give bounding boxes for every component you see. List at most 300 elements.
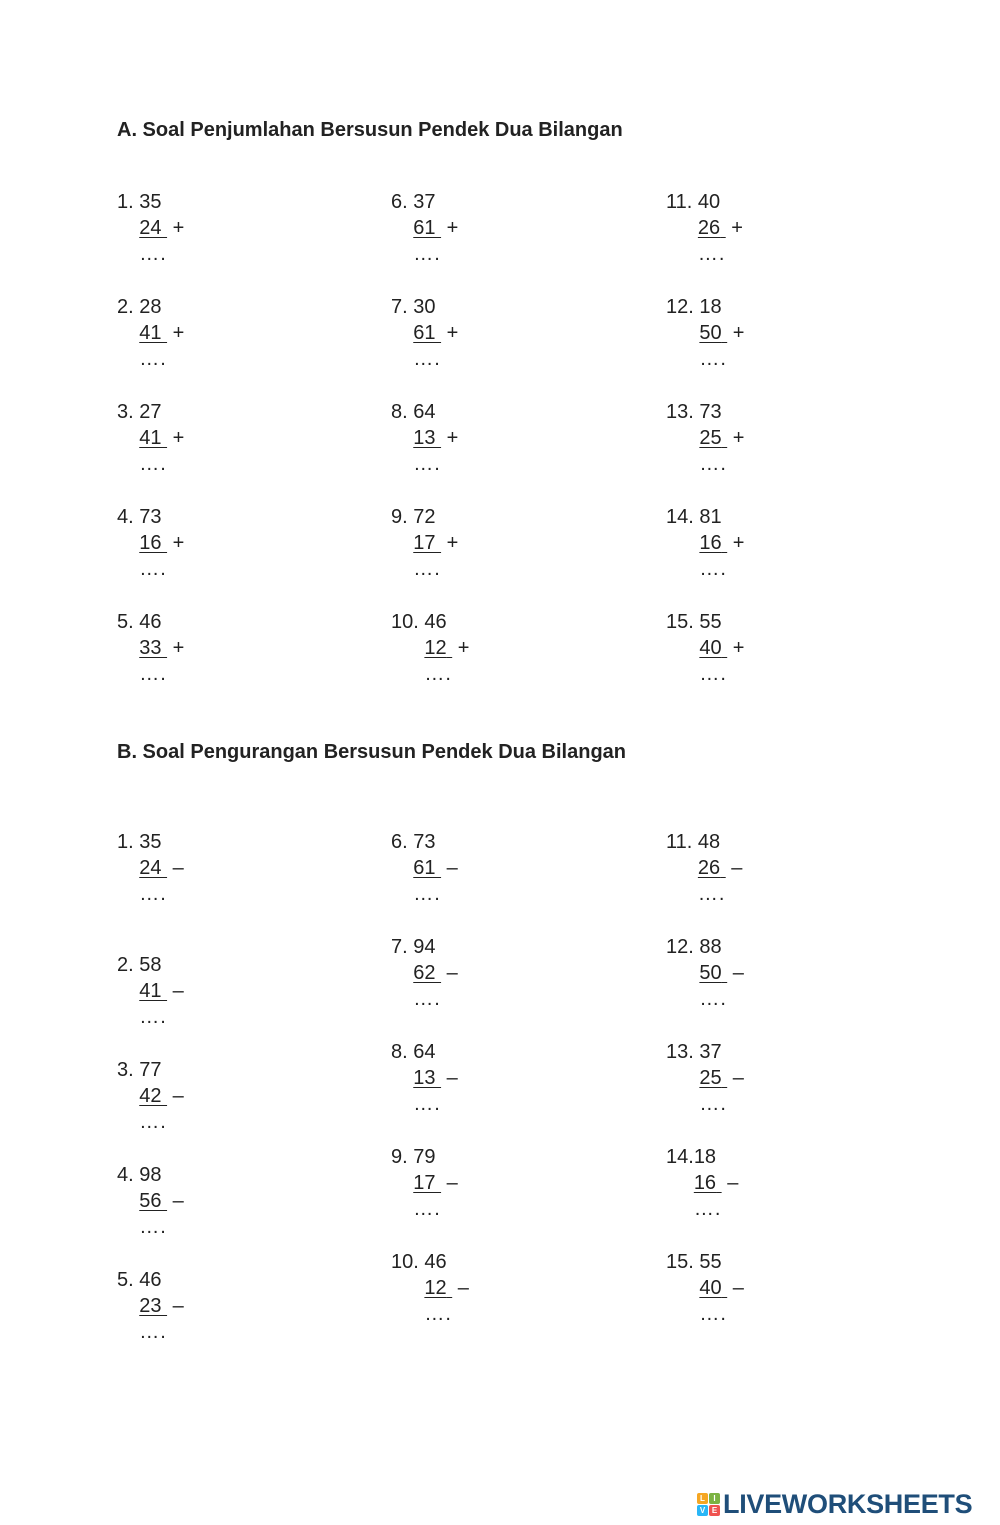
operator-sign: – [172, 1085, 184, 1107]
problem-top-line [117, 189, 184, 215]
subtraction-problem-11 [666, 829, 742, 907]
liveworksheets-logo [697, 1489, 972, 1519]
problem-top-line [666, 294, 744, 320]
answer-blank[interactable]: …. [139, 1111, 167, 1133]
problem-number: 6. [391, 191, 408, 213]
liveworksheets-logo-text: LIVEWORKSHEETS [723, 1488, 973, 1519]
problem-number: 15. [666, 611, 694, 633]
operator-sign: + [446, 427, 459, 449]
addition-problem-8 [391, 399, 458, 477]
answer-blank[interactable]: …. [699, 1303, 727, 1325]
answer-line [391, 346, 458, 372]
answer-blank[interactable]: …. [413, 558, 441, 580]
answer-blank[interactable]: …. [139, 243, 167, 265]
problem-second-line [666, 425, 744, 451]
addition-problem-10 [391, 609, 469, 687]
problem-number: 3. [117, 1059, 134, 1081]
subtraction-problem-4 [117, 1162, 184, 1240]
addition-problem-1 [117, 189, 184, 267]
problem-number: 8. [391, 401, 408, 423]
section-b-title: B. Soal Pengurangan Bersusun Pendek Dua Bilangan [117, 741, 626, 763]
answer-blank[interactable]: …. [139, 348, 167, 370]
operator-sign: + [172, 427, 185, 449]
problem-second-line [391, 320, 458, 346]
second-operand-value: 13 [413, 1067, 436, 1089]
problem-top-line [666, 1039, 744, 1065]
subtraction-problem-15 [666, 1249, 744, 1327]
operator-sign: – [172, 980, 184, 1002]
problem-second-line [666, 1170, 738, 1196]
first-operand: 73 [699, 401, 722, 423]
second-operand [699, 427, 727, 449]
answer-blank[interactable]: …. [699, 558, 727, 580]
operator-sign: + [172, 322, 185, 344]
first-operand: 46 [424, 611, 447, 633]
answer-line [391, 556, 458, 582]
second-operand-value: 13 [413, 427, 436, 449]
problem-top-line [666, 399, 744, 425]
addition-problem-6 [391, 189, 458, 267]
operator-sign: – [732, 962, 744, 984]
problem-number: 7. [391, 296, 408, 318]
answer-blank[interactable]: …. [413, 348, 441, 370]
problem-number: 2. [117, 954, 134, 976]
first-operand: 98 [139, 1164, 162, 1186]
answer-blank[interactable]: …. [697, 883, 726, 905]
subtraction-problem-5 [117, 1267, 184, 1345]
problem-number: 6. [391, 831, 408, 853]
second-operand-value: 17 [413, 532, 436, 554]
second-operand [413, 427, 441, 449]
operator-sign: + [732, 532, 745, 554]
problem-number: 12. [666, 296, 694, 318]
answer-line [666, 451, 744, 477]
answer-line [666, 986, 744, 1012]
problem-number: 13. [666, 401, 694, 423]
answer-blank[interactable]: …. [139, 453, 167, 475]
problem-top-line [117, 1162, 184, 1188]
second-operand [139, 322, 167, 344]
second-operand-value: 56 [139, 1190, 162, 1212]
answer-blank[interactable]: …. [699, 453, 727, 475]
subtraction-problem-2 [117, 952, 184, 1030]
operator-sign: – [446, 1172, 458, 1194]
problem-top-line [391, 294, 458, 320]
second-operand [413, 532, 441, 554]
second-operand [699, 1067, 727, 1089]
operator-sign: – [731, 857, 743, 879]
operator-sign: – [457, 1277, 469, 1299]
answer-blank[interactable]: …. [699, 988, 727, 1010]
first-operand: 58 [139, 954, 162, 976]
problem-top-line [666, 504, 744, 530]
answer-blank[interactable]: …. [139, 663, 167, 685]
problem-top-line [117, 1057, 184, 1083]
problem-top-line [391, 189, 458, 215]
logo-square-i: I [709, 1493, 720, 1504]
second-operand [698, 857, 726, 879]
second-operand-value: 12 [424, 637, 447, 659]
operator-sign: + [172, 217, 185, 239]
first-operand: 37 [699, 1041, 722, 1063]
first-operand: 46 [424, 1251, 447, 1273]
operator-sign: + [172, 637, 185, 659]
problem-number: 8. [391, 1041, 408, 1063]
second-operand [699, 1277, 727, 1299]
problem-second-line [117, 855, 184, 881]
answer-line [666, 1196, 738, 1222]
operator-sign: – [172, 1190, 184, 1212]
operator-sign: + [172, 532, 185, 554]
first-operand: 94 [413, 936, 436, 958]
problem-second-line [117, 978, 184, 1004]
answer-blank[interactable]: …. [699, 663, 727, 685]
second-operand-value: 16 [693, 1172, 717, 1194]
answer-line [117, 1319, 184, 1345]
addition-problem-3 [117, 399, 184, 477]
second-operand [694, 1172, 722, 1194]
operator-sign: + [446, 322, 459, 344]
logo-square-l: L [697, 1493, 708, 1504]
addition-problem-11 [666, 189, 743, 267]
second-operand-value: 26 [697, 217, 721, 239]
answer-line [666, 881, 742, 907]
answer-line [391, 1196, 458, 1222]
second-operand [413, 962, 441, 984]
problem-second-line [117, 320, 184, 346]
addition-problem-5 [117, 609, 184, 687]
problem-number: 1. [117, 191, 134, 213]
second-operand [413, 1067, 441, 1089]
first-operand: 55 [699, 611, 722, 633]
answer-line [117, 881, 184, 907]
problem-second-line [391, 960, 458, 986]
answer-line [391, 661, 469, 687]
problem-number: 7. [391, 936, 408, 958]
problem-top-line [117, 294, 184, 320]
operator-sign: – [172, 857, 184, 879]
first-operand: 73 [139, 506, 162, 528]
subtraction-problem-3 [117, 1057, 184, 1135]
problem-second-line [391, 215, 458, 241]
problem-second-line [117, 215, 184, 241]
problem-top-line [666, 829, 742, 855]
second-operand-value: 40 [699, 1277, 722, 1299]
first-operand: 73 [413, 831, 436, 853]
problem-second-line [117, 530, 184, 556]
problem-number: 2. [117, 296, 134, 318]
problem-number: 11. [666, 191, 693, 213]
problem-second-line [117, 1293, 184, 1319]
operator-sign: – [732, 1067, 744, 1089]
second-operand-value: 24 [139, 857, 162, 879]
second-operand-value: 16 [699, 532, 722, 554]
addition-problem-15 [666, 609, 744, 687]
first-operand: 72 [413, 506, 436, 528]
answer-blank[interactable]: …. [699, 348, 727, 370]
first-operand: 27 [139, 401, 162, 423]
second-operand [699, 637, 727, 659]
second-operand-value: 25 [699, 1067, 722, 1089]
first-operand: 28 [139, 296, 162, 318]
problem-top-line [391, 504, 458, 530]
problem-second-line [117, 635, 184, 661]
problem-number: 10. [391, 1251, 419, 1273]
first-operand: 37 [413, 191, 436, 213]
second-operand [139, 217, 167, 239]
answer-blank[interactable]: …. [697, 243, 726, 265]
answer-line [117, 556, 184, 582]
first-operand: 40 [697, 191, 721, 213]
answer-line [391, 881, 458, 907]
problem-second-line [666, 960, 744, 986]
problem-number: 13. [666, 1041, 694, 1063]
second-operand [699, 532, 727, 554]
answer-blank[interactable]: …. [139, 558, 167, 580]
problem-number: 4. [117, 1164, 134, 1186]
problem-top-line [117, 504, 184, 530]
answer-blank[interactable]: …. [413, 883, 441, 905]
second-operand-value: 50 [699, 322, 722, 344]
problem-number: 5. [117, 1269, 134, 1291]
second-operand-value: 50 [699, 962, 722, 984]
addition-problem-14 [666, 504, 744, 582]
answer-blank[interactable]: …. [693, 1198, 722, 1220]
operator-sign: – [732, 1277, 744, 1299]
problem-top-line [666, 1144, 738, 1170]
problem-second-line [391, 530, 458, 556]
answer-blank[interactable]: …. [139, 1321, 167, 1343]
second-operand-value: 25 [699, 427, 722, 449]
problem-second-line [117, 1188, 184, 1214]
answer-line [117, 661, 184, 687]
problem-top-line [117, 399, 184, 425]
first-operand: 81 [699, 506, 722, 528]
second-operand-value: 41 [139, 322, 162, 344]
subtraction-problem-8 [391, 1039, 458, 1117]
second-operand-value: 41 [139, 980, 162, 1002]
problem-second-line [666, 1275, 744, 1301]
problem-second-line [391, 855, 458, 881]
problem-number: 3. [117, 401, 134, 423]
problem-top-line [666, 934, 744, 960]
second-operand-value: 17 [413, 1172, 436, 1194]
subtraction-problem-1 [117, 829, 184, 907]
problem-second-line [666, 320, 744, 346]
second-operand [699, 322, 727, 344]
subtraction-problem-12 [666, 934, 744, 1012]
answer-line [117, 451, 184, 477]
problem-top-line [666, 609, 744, 635]
problem-second-line [391, 1170, 458, 1196]
second-operand [424, 1277, 452, 1299]
second-operand-value: 42 [139, 1085, 162, 1107]
second-operand-value: 61 [413, 857, 436, 879]
problem-top-line [117, 609, 184, 635]
answer-line [391, 451, 458, 477]
problem-top-line [391, 1249, 469, 1275]
answer-blank[interactable]: …. [139, 883, 167, 905]
problem-second-line [666, 530, 744, 556]
second-operand-value: 61 [413, 322, 436, 344]
second-operand [139, 427, 167, 449]
first-operand: 77 [139, 1059, 162, 1081]
subtraction-problem-6 [391, 829, 458, 907]
answer-blank[interactable]: …. [139, 1216, 167, 1238]
liveworksheets-logo-icon [697, 1493, 720, 1516]
second-operand [139, 1295, 167, 1317]
answer-line [666, 556, 744, 582]
answer-blank[interactable]: …. [413, 1093, 441, 1115]
operator-sign: + [457, 637, 470, 659]
first-operand: 18 [693, 1146, 717, 1168]
answer-blank[interactable]: …. [413, 243, 441, 265]
second-operand [413, 857, 441, 879]
problem-top-line [391, 829, 458, 855]
problem-top-line [391, 609, 469, 635]
problem-second-line [666, 1065, 744, 1091]
first-operand: 55 [699, 1251, 722, 1273]
answer-blank[interactable]: …. [413, 1198, 441, 1220]
subtraction-problem-13 [666, 1039, 744, 1117]
second-operand-value: 12 [424, 1277, 447, 1299]
first-operand: 64 [413, 1041, 436, 1063]
second-operand [139, 980, 167, 1002]
first-operand: 35 [139, 831, 162, 853]
problem-second-line [117, 425, 184, 451]
answer-line [117, 1214, 184, 1240]
answer-line [666, 241, 743, 267]
section-a-title: A. Soal Penjumlahan Bersusun Pendek Dua Bilangan [117, 119, 623, 141]
problem-number: 12. [666, 936, 694, 958]
answer-line [117, 1004, 184, 1030]
addition-problem-9 [391, 504, 458, 582]
operator-sign: – [446, 962, 458, 984]
problem-second-line [391, 425, 458, 451]
problem-top-line [117, 829, 184, 855]
problem-second-line [117, 1083, 184, 1109]
problem-second-line [666, 635, 744, 661]
answer-line [117, 241, 184, 267]
operator-sign: – [727, 1172, 739, 1194]
problem-top-line [117, 952, 184, 978]
addition-problem-13 [666, 399, 744, 477]
second-operand [413, 1172, 441, 1194]
first-operand: 35 [139, 191, 162, 213]
problem-number: 11. [666, 831, 693, 853]
answer-blank[interactable]: …. [424, 1303, 452, 1325]
second-operand-value: 40 [699, 637, 722, 659]
second-operand [139, 857, 167, 879]
second-operand-value: 41 [139, 427, 162, 449]
second-operand-value: 24 [139, 217, 162, 239]
second-operand [139, 637, 167, 659]
answer-blank[interactable]: …. [413, 453, 441, 475]
second-operand [699, 962, 727, 984]
first-operand: 30 [413, 296, 436, 318]
second-operand-value: 23 [139, 1295, 162, 1317]
first-operand: 48 [697, 831, 721, 853]
second-operand [413, 217, 441, 239]
second-operand [139, 1085, 167, 1107]
problem-top-line [666, 1249, 744, 1275]
problem-second-line [666, 855, 742, 881]
answer-line [666, 346, 744, 372]
second-operand-value: 61 [413, 217, 436, 239]
answer-line [117, 1109, 184, 1135]
answer-blank[interactable]: …. [424, 663, 452, 685]
answer-blank[interactable]: …. [139, 1006, 167, 1028]
second-operand-value: 26 [697, 857, 721, 879]
operator-sign: – [172, 1295, 184, 1317]
problem-number: 9. [391, 506, 408, 528]
problem-top-line [391, 1039, 458, 1065]
answer-blank[interactable]: …. [699, 1093, 727, 1115]
problem-number: 10. [391, 611, 419, 633]
first-operand: 18 [699, 296, 722, 318]
problem-second-line [666, 215, 743, 241]
operator-sign: – [446, 857, 458, 879]
operator-sign: + [731, 217, 743, 239]
problem-second-line [391, 635, 469, 661]
answer-line [391, 241, 458, 267]
operator-sign: + [732, 637, 745, 659]
answer-line [666, 1301, 744, 1327]
second-operand [139, 532, 167, 554]
second-operand [413, 322, 441, 344]
second-operand-value: 62 [413, 962, 436, 984]
subtraction-problem-10 [391, 1249, 469, 1327]
addition-problem-7 [391, 294, 458, 372]
second-operand-value: 33 [139, 637, 162, 659]
problem-number: 5. [117, 611, 134, 633]
problem-second-line [391, 1275, 469, 1301]
second-operand [139, 1190, 167, 1212]
second-operand [424, 637, 452, 659]
answer-line [666, 661, 744, 687]
problem-number: 9. [391, 1146, 408, 1168]
problem-number: 14. [666, 1146, 694, 1168]
answer-line [391, 1091, 458, 1117]
problem-second-line [391, 1065, 458, 1091]
first-operand: 88 [699, 936, 722, 958]
answer-blank[interactable]: …. [413, 988, 441, 1010]
addition-problem-4 [117, 504, 184, 582]
operator-sign: + [446, 217, 459, 239]
first-operand: 79 [413, 1146, 436, 1168]
problem-number: 14. [666, 506, 694, 528]
logo-square-e: E [709, 1505, 720, 1516]
first-operand: 46 [139, 1269, 162, 1291]
subtraction-problem-14 [666, 1144, 738, 1222]
subtraction-problem-9 [391, 1144, 458, 1222]
answer-line [391, 1301, 469, 1327]
addition-problem-2 [117, 294, 184, 372]
operator-sign: + [732, 427, 745, 449]
problem-number: 4. [117, 506, 134, 528]
problem-number: 1. [117, 831, 134, 853]
subtraction-problem-7 [391, 934, 458, 1012]
problem-number: 15. [666, 1251, 694, 1273]
problem-top-line [391, 934, 458, 960]
second-operand-value: 16 [139, 532, 162, 554]
second-operand [698, 217, 726, 239]
problem-top-line [391, 399, 458, 425]
first-operand: 64 [413, 401, 436, 423]
operator-sign: + [732, 322, 745, 344]
operator-sign: + [446, 532, 459, 554]
logo-square-v: V [697, 1505, 708, 1516]
